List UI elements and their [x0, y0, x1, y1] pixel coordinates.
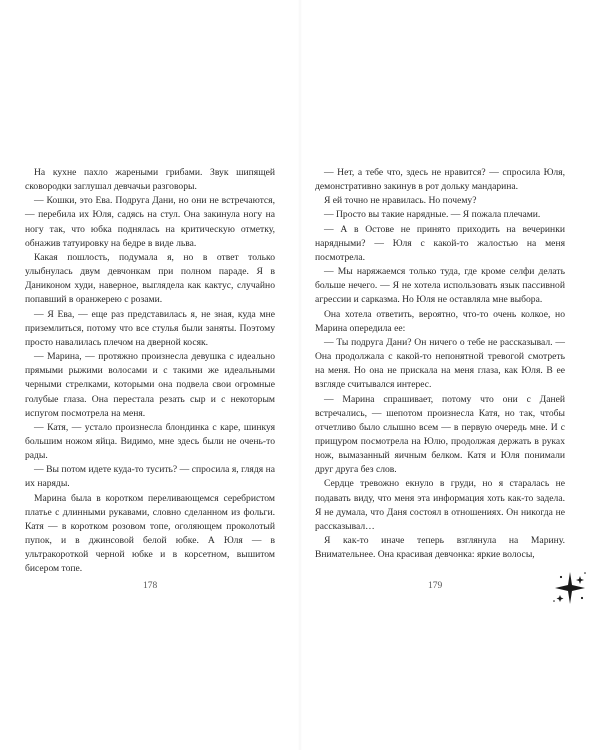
paragraph: — Марина, — протяжно произнесла девушка с идеально прямыми рыжими волосами и с такими же идеальными черными стрелками, которыми она подвела свои огромные голубые глаза. Она перестала резать сыр и с некоторым испугом посмотрела на меня.	[25, 351, 275, 419]
paragraph: — А в Остове не принято приходить на вечеринки нарядными? — Юля с какой-то жалостью на меня посмотрела.	[315, 223, 565, 263]
book-gutter	[298, 0, 302, 750]
paragraph: — Я Ева, — еще раз представилась я, не зная, куда мне приземлиться, потому что все стулья были заняты. Поэтому просто навалилась плечом на дверной косяк.	[25, 308, 275, 348]
page-number-right: 179	[428, 581, 443, 591]
paragraph: Она хотела ответить, вероятно, что-то очень колкое, но Марина опередила ее:	[315, 308, 565, 334]
paragraph: Марина была в коротком переливающемся серебристом платье с длинными рукавами, словно сделанном из фольги. Катя — в коротком розовом топе, оголяющем проколотый пупок, и в джинсовой белой юбке. А Юля — в ультракороткой черной юбке и в корсетном, вышитом бисером топе.	[25, 492, 275, 575]
left-page	[25, 166, 275, 577]
paragraph: — Вы потом идете куда-то тусить? — спросила я, глядя на их наряды.	[25, 464, 275, 490]
page-number-left: 178	[143, 581, 158, 591]
paragraph: — Нет, а тебе что, здесь не нравится? — спросила Юля, демонстративно закинув в рот дольку мандарина.	[315, 167, 565, 193]
paragraph: — Кошки, это Ева. Подруга Дани, но они не встречаются, — перебила их Юля, садясь на стул. Она закинула ногу на ногу так, что юбка поднялась на критическую отметку, обнажив татуировку на бедре в виде льва.	[25, 195, 275, 249]
paragraph: — Катя, — устало произнесла блондинка с каре, шинкуя большим ножом яйца. Видимо, мне здесь были не очень-то рады.	[25, 421, 275, 462]
paragraph: — Ты подруга Дани? Он ничего о тебе не рассказывал. — Она продолжала с какой-то непонятной тревогой смотреть на меня. Но она не прискала на меня глаза, как Юля. В ее взгляде считывался интерес.	[315, 336, 565, 391]
paragraph: — Мы наряжаемся только туда, где кроме селфи делать больше нечего. — Я не хотела использовать язык пассивной агрессии и сарказма. Но Юля не оставляла мне выбора.	[315, 266, 565, 306]
paragraph: — Просто вы такие нарядные. — Я пожала плечами.	[324, 209, 541, 221]
paragraph: На кухне пахло жареными грибами. Звук шипящей сковородки заглушал девчачьи разговоры.	[25, 167, 275, 193]
paragraph: Сердце тревожно екнуло в груди, но я старалась не подавать виду, что меня эта информация хоть как-то задела. Я не думала, что Даня состоял в отношениях. Он никогда не рассказывал…	[315, 478, 565, 532]
sparkle-ornament-icon	[550, 568, 590, 608]
paragraph: Какая пошлость, подумала я, но в ответ только улыбнулась двум девчонкам при полном параде. Я в Даниконом худи, наверное, выглядела как кактус, случайно попавший в оранжерею с розами.	[25, 251, 275, 306]
paragraph: Я ей точно не нравилась. Но почему?	[324, 195, 477, 207]
paragraph: Я как-то иначе теперь взглянула на Марину. Внимательнее. Она красивая девчонка: яркие волосы,	[315, 535, 565, 561]
right-page	[315, 166, 565, 562]
paragraph: — Марина спрашивает, потому что они с Даней встречались, — шепотом произнесла Катя, но так, чтобы отчетливо было слышно всем — в первую очередь мне. И с прищуром посмотрела на Юлю, продолжая держать в руках нож, вымазанный яичным белком. Катя и Юля понимали друг друга без слов.	[315, 393, 565, 476]
